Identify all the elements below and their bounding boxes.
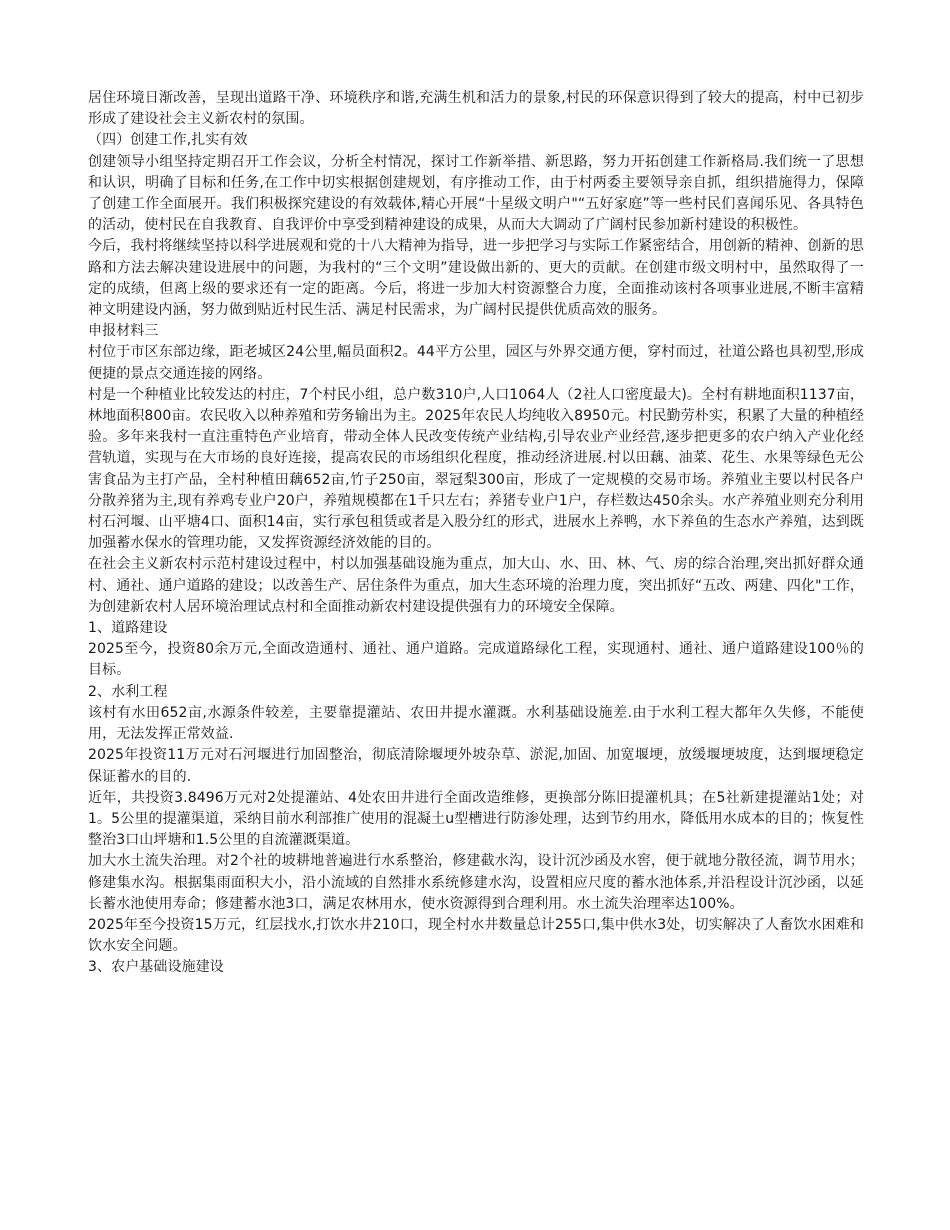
section-heading-water-conservancy: 2、水利工程 [88,683,168,700]
section-heading-creation-work: （四）创建工作,扎实有效 [88,132,248,149]
section-heading-application-3: 申报材料三 [88,323,159,340]
paragraph-soil-erosion: 加大水土流失治理。对2个社的坡耕地普遍进行水系整治，修建截水沟，设计沉沙函及水窖，便于就地分散径流，调节用水；修建集水沟。根据集雨面积大小，沿小流域的自然排水系统修建水沟，设置相应尺度的蓄水池体系,并沿程设计沉沙函，以延长蓄水池使用寿命；修建蓄水池3口，满足农林用水，使水资源得到合理利用。水土流失治理率达100%。 [88,853,864,912]
paragraph-village-location: 村位于市区东部边缘，距老城区24公里,幅员面积2。44平方公里，园区与外界交通方便，穿村而过，社道公路也具初型,形成便捷的景点交通连接的网络。 [88,344,864,382]
document-page [88,88,864,979]
paragraph-leadership-group: 创建领导小组坚持定期召开工作会议，分析全村情况，探讨工作新举措、新思路，努力开拓创建工作新格局.我们统一了思想和认识，明确了目标和任务,在工作中切实根据创建规划，有序推动工作，由于村两委主要领导亲自抓，组织措施得力，保障了创建工作全面展开。我们积极探究建设的有效载体,精心开展“十星级文明户"“五好家庭”等一些村民们喜闻乐见、各具特色的活动，使村民在自我教育、自我评价中享受到精神建设的成果，从而大大调动了广阔村民参加新村建设的积极性。 [88,153,864,234]
paragraph-drinking-water: 2025年至今投资15万元，红层找水,打饮水井210口，现全村水井数量总计255口,集中供水3处，切实解决了人畜饮水困难和饮水安全问题。 [88,916,864,955]
paragraph-future-plans: 今后，我村将继续坚持以科学进展观和党的十八大精神为指导，进一步把学习与实际工作紧密结合，用创新的精神、创新的思路和方法去解决建设进展中的问题，为我村的“三个文明”建设做出新的、更大的贡献。在创建市级文明村中，虽然取得了一定的成绩，但离上级的要求还有一定的距离。今后，将进一步加大村资源整合力度，全面推动该村各项事业进展,不断丰富精神文明建设内涵，努力做到贴近村民生活、满足村民需求，为广阔村民提供优质高效的服务。 [88,238,864,319]
paragraph-village-economy: 村是一个种植业比较发达的村庄，7个村民小组，总户数310户,人口1064人（2社人口密度最大)。全村有耕地面积1137亩，林地面积800亩。农民收入以种养殖和劳务输出为主。2025年农民人均纯收入8950元。村民勤劳朴实，积累了大量的种植经验。多年来我村一直注重特色产业培育，带动全体人民改变传统产业结构,引导农业产业经营,逐步把更多的农户纳入产业化经营轨道，实现与在大市场的良好连接，提高农民的市场组织化程度，推动经济进展.村以田藕、油菜、花生、水果等绿色无公害食品为主打产品，全村种植田藕652亩,竹子250亩，翠冠梨300亩，形成了一定规模的交易市场。养殖业主要以村民各户分散养猪为主,现有养鸡专业户20户，养殖规模都在1千只左右；养猪专业户1户，存栏数达450余头。水产养殖业则充分利用村石河堰、山平塘4口、面积14亩，实行承包租赁或者是入股分红的形式，进展水上养鸭，水下养鱼的生态水产养殖，达到既加强蓄水保水的管理功能，又发挥资源经济效能的目的。 [88,386,864,552]
paragraph-weir-repair: 2025年投资11万元对石河堰进行加固整治，彻底清除堰埂外坡杂草、淤泥,加固、加宽堰埂，放缓堰埂坡度，达到堰埂稳定保证蓄水的目的. [88,747,864,785]
section-heading-road-construction: 1、道路建设 [88,620,168,637]
paragraph-living-environment: 居住环境日渐改善，呈现出道路干净、环境秩序和谐,充满生机和活力的景象,村民的环保意识得到了较大的提高，村中已初步形成了建设社会主义新农村的氛围。 [88,90,864,128]
paragraph-paddy-fields: 该村有水田652亩,水源条件较差，主要靠提灌站、农田井提水灌溉。水利基础设施差.由于水利工程大都年久失修，不能使用，无法发挥正常效益. [88,704,864,743]
paragraph-irrigation-upgrade: 近年，共投资3.8496万元对2处提灌站、4处农田井进行全面改造维修，更换部分陈旧提灌机具；在5社新建提灌站1处；对1。5公里的提灌渠道，采纳目前水利部推广使用的混凝土u型槽进行防渗处理，达到节约用水，降低用水成本的目的；恢复性整治3口山坪塘和1.5公里的自流灌溉渠道。 [88,789,864,849]
paragraph-infrastructure-focus: 在社会主义新农村示范村建设过程中，村以加强基础设施为重点，加大山、水、田、林、气、房的综合治理,突出抓好群众通村、通社、通户道路的建设；以改善生产、居住条件为重点，加大生态环境的治理力度，突出抓好“五改、两建、四化"工作，为创建新农村人居环境治理试点村和全面推动新农村建设提供强有力的环境安全保障。 [88,556,864,615]
paragraph-road-investment: 2025至今，投资80余万元,全面改造通村、通社、通户道路。完成道路绿化工程，实现通村、通社、通户道路建设100％的目标。 [88,641,864,679]
section-heading-household-infrastructure: 3、农户基础设施建设 [88,959,224,976]
